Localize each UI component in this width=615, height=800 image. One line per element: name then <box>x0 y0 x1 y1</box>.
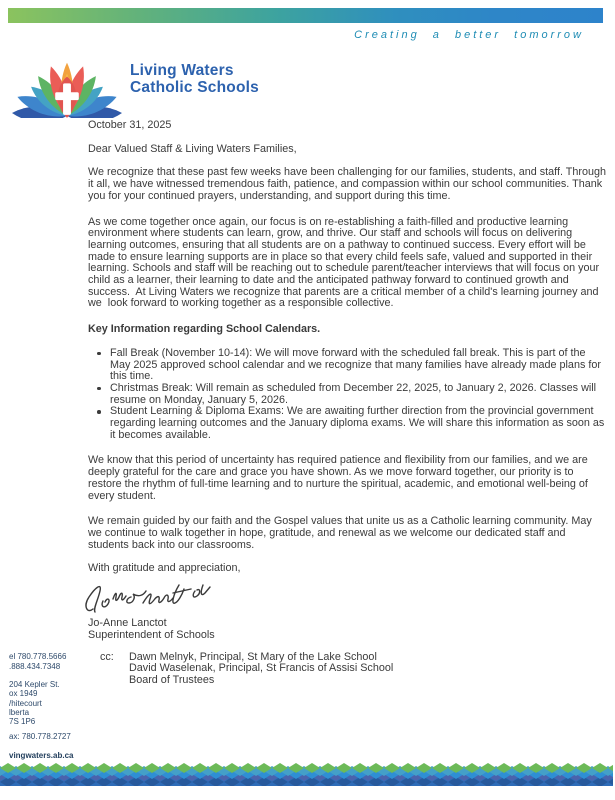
footer-website: vingwaters.ab.ca <box>9 751 74 761</box>
signature-title: Superintendent of Schools <box>88 628 215 641</box>
letter-date: October 31, 2025 <box>88 119 172 131</box>
footer-address: 204 Kepler St. ox 1949 /hitecourt lberta 7S 1P6 <box>9 680 60 727</box>
signature-image <box>83 577 233 617</box>
bullet-dot-icon <box>97 387 101 391</box>
section-heading: Key Information regarding School Calendars. <box>88 323 321 336</box>
list-item <box>88 383 604 406</box>
bullet-text: Christmas Break: Will remain as scheduled from December 22, 2025, to January 2, 2026. Classes will resume on Monday, January 5, 2026. <box>110 381 597 406</box>
logo-wordmark-line1: Living Waters <box>130 62 234 79</box>
list-item <box>88 406 604 441</box>
paragraph: We remain guided by our faith and the Gospel values that unite us as a Catholic learning community. May we continue to walk together in hope, gratitude, and renewal as we welcome our dedicated staff and students back into our classrooms. <box>88 515 592 551</box>
valediction: With gratitude and appreciation, <box>88 562 241 575</box>
header-gradient-bar <box>8 8 603 23</box>
salutation: Dear Valued Staff & Living Waters Families, <box>88 142 297 155</box>
cc-block <box>88 652 604 687</box>
bullet-dot-icon <box>97 352 101 356</box>
cc-label: cc: <box>100 650 114 663</box>
logo-wordmark-line2: Catholic Schools <box>130 79 259 96</box>
bullet-dot-icon <box>97 410 101 414</box>
bullet-text: Fall Break (November 10-14): We will move forward with the scheduled fall break. This is part of the May 2025 approved school calendar and we recognize that many families have already made plans for this time. <box>110 346 601 383</box>
cc-names: Dawn Melnyk, Principal, St Mary of the Lake School David Waselenak, Principal, St Francis of Assisi School Board of Trustees <box>129 650 394 686</box>
footer-contact-block <box>9 652 73 760</box>
letter-body <box>88 120 604 687</box>
bullet-list <box>88 348 604 442</box>
paragraph: We know that this period of uncertainty has required patience and flexibility from our families, and we are deeply grateful for the care and grace you have shown. As we move forward together, our priority is to restore the rhythm of full-time learning and to nurture the spiritual, academic, and emotional well-being of every student. <box>88 454 588 502</box>
bullet-text: Student Learning & Diploma Exams: We are awaiting further direction from the provincial government regarding learning outcomes and the January diploma exams. We will share this information as soon as it becomes available. <box>110 405 605 441</box>
paragraph: We recognize that these past few weeks have been challenging for our families, students, and staff. Through it all, we have witnessed tremendous faith, patience, and compassion within our school communities. Thank you for your continued prayers, understanding, and support during this time. <box>88 166 606 202</box>
signature-name: Jo-Anne Lanctot <box>88 617 167 630</box>
tagline: Creating a better tomorrow <box>354 29 584 41</box>
logo-wordmark <box>130 62 259 96</box>
list-item <box>88 348 604 383</box>
footer-wave-pattern <box>0 763 613 786</box>
footer-phone: el 780.778.5666 .888.434.7348 <box>9 652 67 671</box>
paragraph: As we come together once again, our focus is on re-establishing a faith-filled and productive learning environment where students can learn, grow, and thrive. Our staff and schools will focus on delivering learning outcomes, ensuring that all students are on a pathway to continued success. Every effort will be made to ensure learning supports are in place so that every child feels safe, valued and supported in their learning. Schools and staff will be reaching out to schedule parent/teacher interviews that will focus on your child as a learner, their learning to date and the anticipated pathway forward to continued growth and success. At Living Waters we recognize that parents are a critical member of a child's learning journey and we look forward to working together as a responsible collective. <box>88 215 600 310</box>
footer-fax: ax: 780.778.2727 <box>9 732 71 742</box>
logo-flame-icon <box>8 41 126 118</box>
